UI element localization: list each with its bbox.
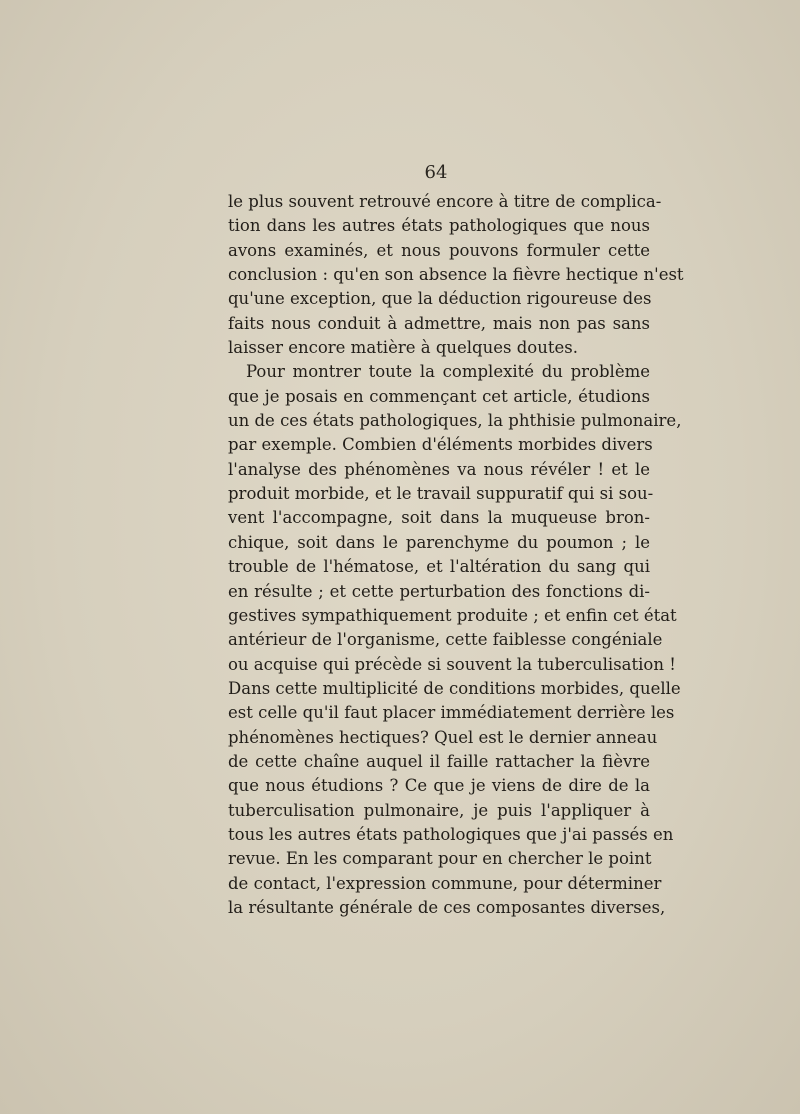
text-line: chique, soit dans le parenchyme du poumon ; le: [228, 532, 650, 552]
text-line: laisser encore matière à quelques doutes.: [228, 338, 578, 358]
text-line: phénomènes hectiques? Quel est le dernier anneau: [228, 727, 658, 747]
text-line: un de ces états pathologiques, la phthisie pulmonaire,: [228, 411, 682, 431]
text-line: par exemple. Combien d'éléments morbides divers: [228, 435, 653, 455]
text-line: conclusion : qu'en son absence la fièvre hectique n'est: [228, 265, 684, 285]
text-line: faits nous conduit à admettre, mais non pas sans: [228, 313, 650, 333]
text-line: produit morbide, et le travail suppuratif qui si sou-: [228, 484, 654, 504]
text-line: l'analyse des phénomènes va nous révéler ! et le: [228, 459, 650, 479]
text-line: trouble de l'hématose, et l'altération du sang qui: [228, 557, 650, 577]
text-line: que je posais en commençant cet article, étudions: [228, 386, 650, 406]
text-line: avons examinés, et nous pouvons formuler cette: [228, 240, 650, 260]
text-line: est celle qu'il faut placer immédiatement derrière les: [228, 703, 675, 723]
text-line: qu'une exception, que la déduction rigoureuse des: [228, 289, 652, 309]
text-line: en résulte ; et cette perturbation des fonctions di-: [228, 581, 650, 601]
text-line: de contact, l'expression commune, pour déterminer: [228, 873, 662, 893]
page-number: 64: [424, 162, 448, 183]
text-line: gestives sympathiquement produite ; et enfin cet état: [228, 605, 677, 625]
text-line: ou acquise qui précède si souvent la tuberculisation !: [228, 654, 676, 674]
text-line: revue. En les comparant pour en chercher le point: [228, 849, 652, 869]
paragraph-start-line: Pour montrer toute la complexité du problème: [246, 362, 650, 382]
text-line: tuberculisation pulmonaire, je puis l'appliquer à: [228, 800, 650, 820]
text-line: Dans cette multiplicité de conditions morbides, quelle: [228, 678, 681, 698]
text-line: que nous étudions ? Ce que je viens de dire de la: [228, 776, 650, 796]
text-line: de cette chaîne auquel il faille rattacher la fièvre: [228, 751, 650, 771]
body-text: [228, 190, 684, 920]
text-line: la résultante générale de ces composantes diverses,: [228, 897, 666, 917]
text-line: tion dans les autres états pathologiques que nous: [228, 216, 650, 236]
text-line: vent l'accompagne, soit dans la muqueuse bron-: [228, 508, 650, 528]
text-line: tous les autres états pathologiques que j'ai passés en: [228, 824, 674, 844]
text-line: antérieur de l'organisme, cette faiblesse congéniale: [228, 630, 663, 650]
text-line: le plus souvent retrouvé encore à titre de complica-: [228, 192, 662, 211]
